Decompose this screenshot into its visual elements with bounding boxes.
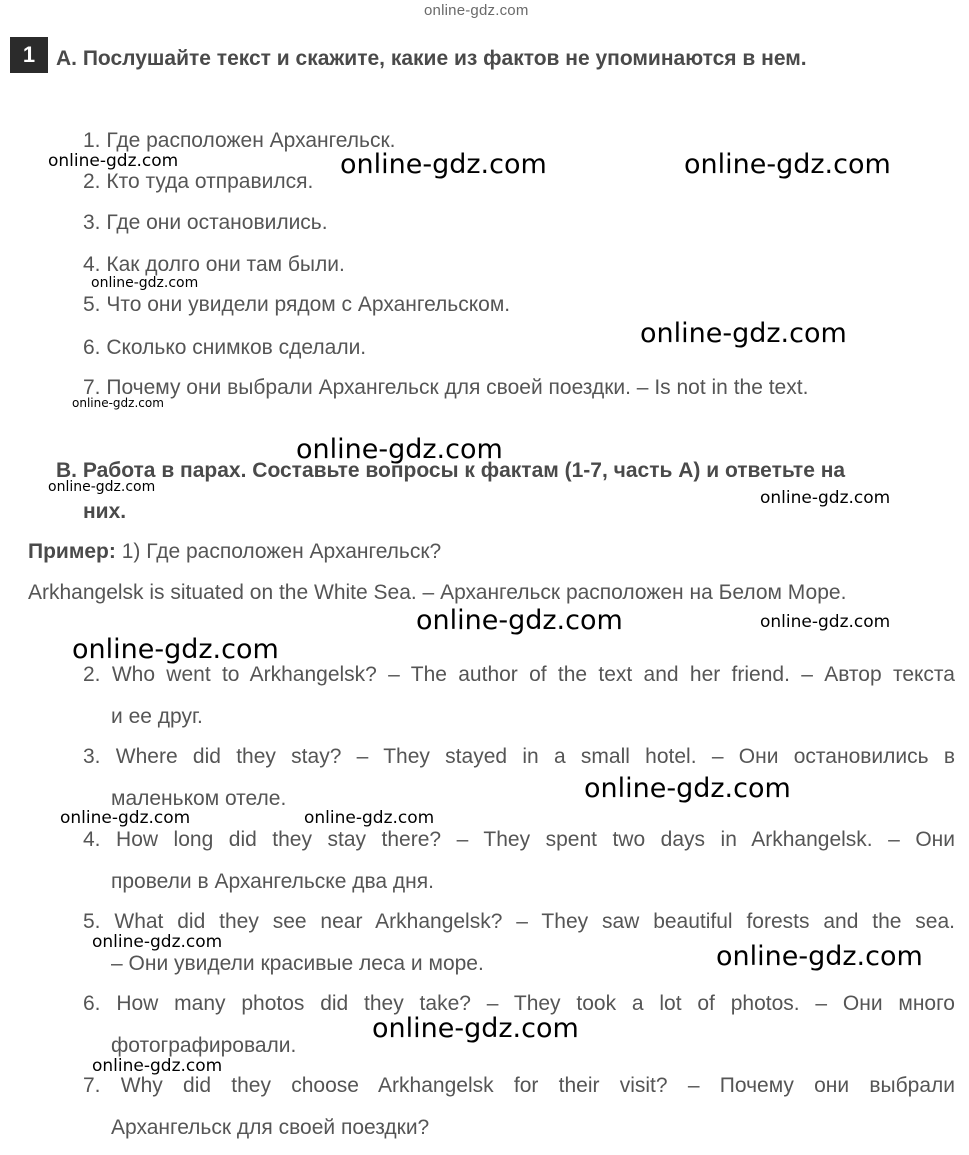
watermark: online-gdz.com (760, 612, 891, 632)
example-line (28, 540, 441, 564)
answer-line-continued: Архангельск для своей поездки? (111, 1116, 430, 1139)
part-b-heading-continued: них. (83, 500, 127, 523)
list-item: 3. Где они остановились. (83, 211, 328, 234)
list-item: 4. Как долго они там были. (83, 253, 345, 276)
watermark: online-gdz.com (92, 932, 223, 952)
answer-line: 3. Where did they stay? – They stayed in a small hotel. – Они остановились в (83, 745, 955, 768)
part-b-heading: B. Работа в парах. Составьте вопросы к фактам (1-7, часть А) и ответьте на (56, 459, 846, 482)
list-item: 7. Почему они выбрали Архангельск для своей поездки. – Is not in the text. (83, 376, 809, 399)
answer-line-continued: провели в Архангельске два дня. (111, 870, 434, 893)
watermark: online-gdz.com (60, 808, 191, 828)
watermark: online-gdz.com (372, 1013, 579, 1044)
watermark: online-gdz.com (584, 773, 791, 804)
exercise-number-badge: 1 (10, 37, 48, 73)
list-item: 5. Что они увидели рядом с Архангельском. (83, 293, 511, 316)
watermark: online-gdz.com (304, 808, 435, 828)
watermark: online-gdz.com (640, 318, 847, 349)
example-answer: Arkhangelsk is situated on the White Sea. – Архангельск расположен на Белом Море. (28, 581, 847, 604)
top-watermark: online-gdz.com (424, 2, 529, 19)
answer-line: 6. How many photos did they take? – They took a lot of photos. – Они много (83, 992, 955, 1015)
answer-line: 2. Who went to Arkhangelsk? – The author of the text and her friend. – Автор текста (83, 663, 955, 686)
answer-line-continued: и ее друг. (111, 705, 203, 728)
answer-line-continued: маленьком отеле. (111, 787, 287, 810)
part-a-heading: A. Послушайте текст и скажите, какие из фактов не упоминаются в нем. (56, 47, 807, 70)
list-item: 2. Кто туда отправился. (83, 170, 314, 193)
list-item: 6. Сколько снимков сделали. (83, 336, 367, 359)
list-item: 1. Где расположен Архангельск. (83, 129, 396, 152)
watermark: online-gdz.com (72, 634, 279, 665)
watermark: online-gdz.com (48, 151, 179, 171)
answer-line: 4. How long did they stay there? – They spent two days in Arkhangelsk. – Они (83, 828, 955, 851)
watermark: online-gdz.com (684, 149, 891, 180)
watermark: online-gdz.com (716, 941, 923, 972)
example-label: Пример: (28, 540, 116, 563)
watermark: online-gdz.com (296, 434, 503, 465)
answer-line: 5. What did they see near Arkhangelsk? – They saw beautiful forests and the sea. (83, 910, 955, 933)
watermark: online-gdz.com (72, 396, 164, 410)
watermark: online-gdz.com (340, 149, 547, 180)
watermark: online-gdz.com (91, 275, 199, 291)
answer-line-continued: – Они увидели красивые леса и море. (111, 952, 484, 975)
answer-line-continued: фотографировали. (111, 1034, 297, 1057)
watermark: online-gdz.com (92, 1056, 223, 1076)
watermark: online-gdz.com (760, 488, 891, 508)
watermark: online-gdz.com (416, 605, 623, 636)
example-question: 1) Где расположен Архангельск? (121, 540, 442, 563)
watermark: online-gdz.com (48, 479, 156, 495)
answer-line: 7. Why did they choose Arkhangelsk for their visit? – Почему они выбрали (83, 1074, 955, 1097)
